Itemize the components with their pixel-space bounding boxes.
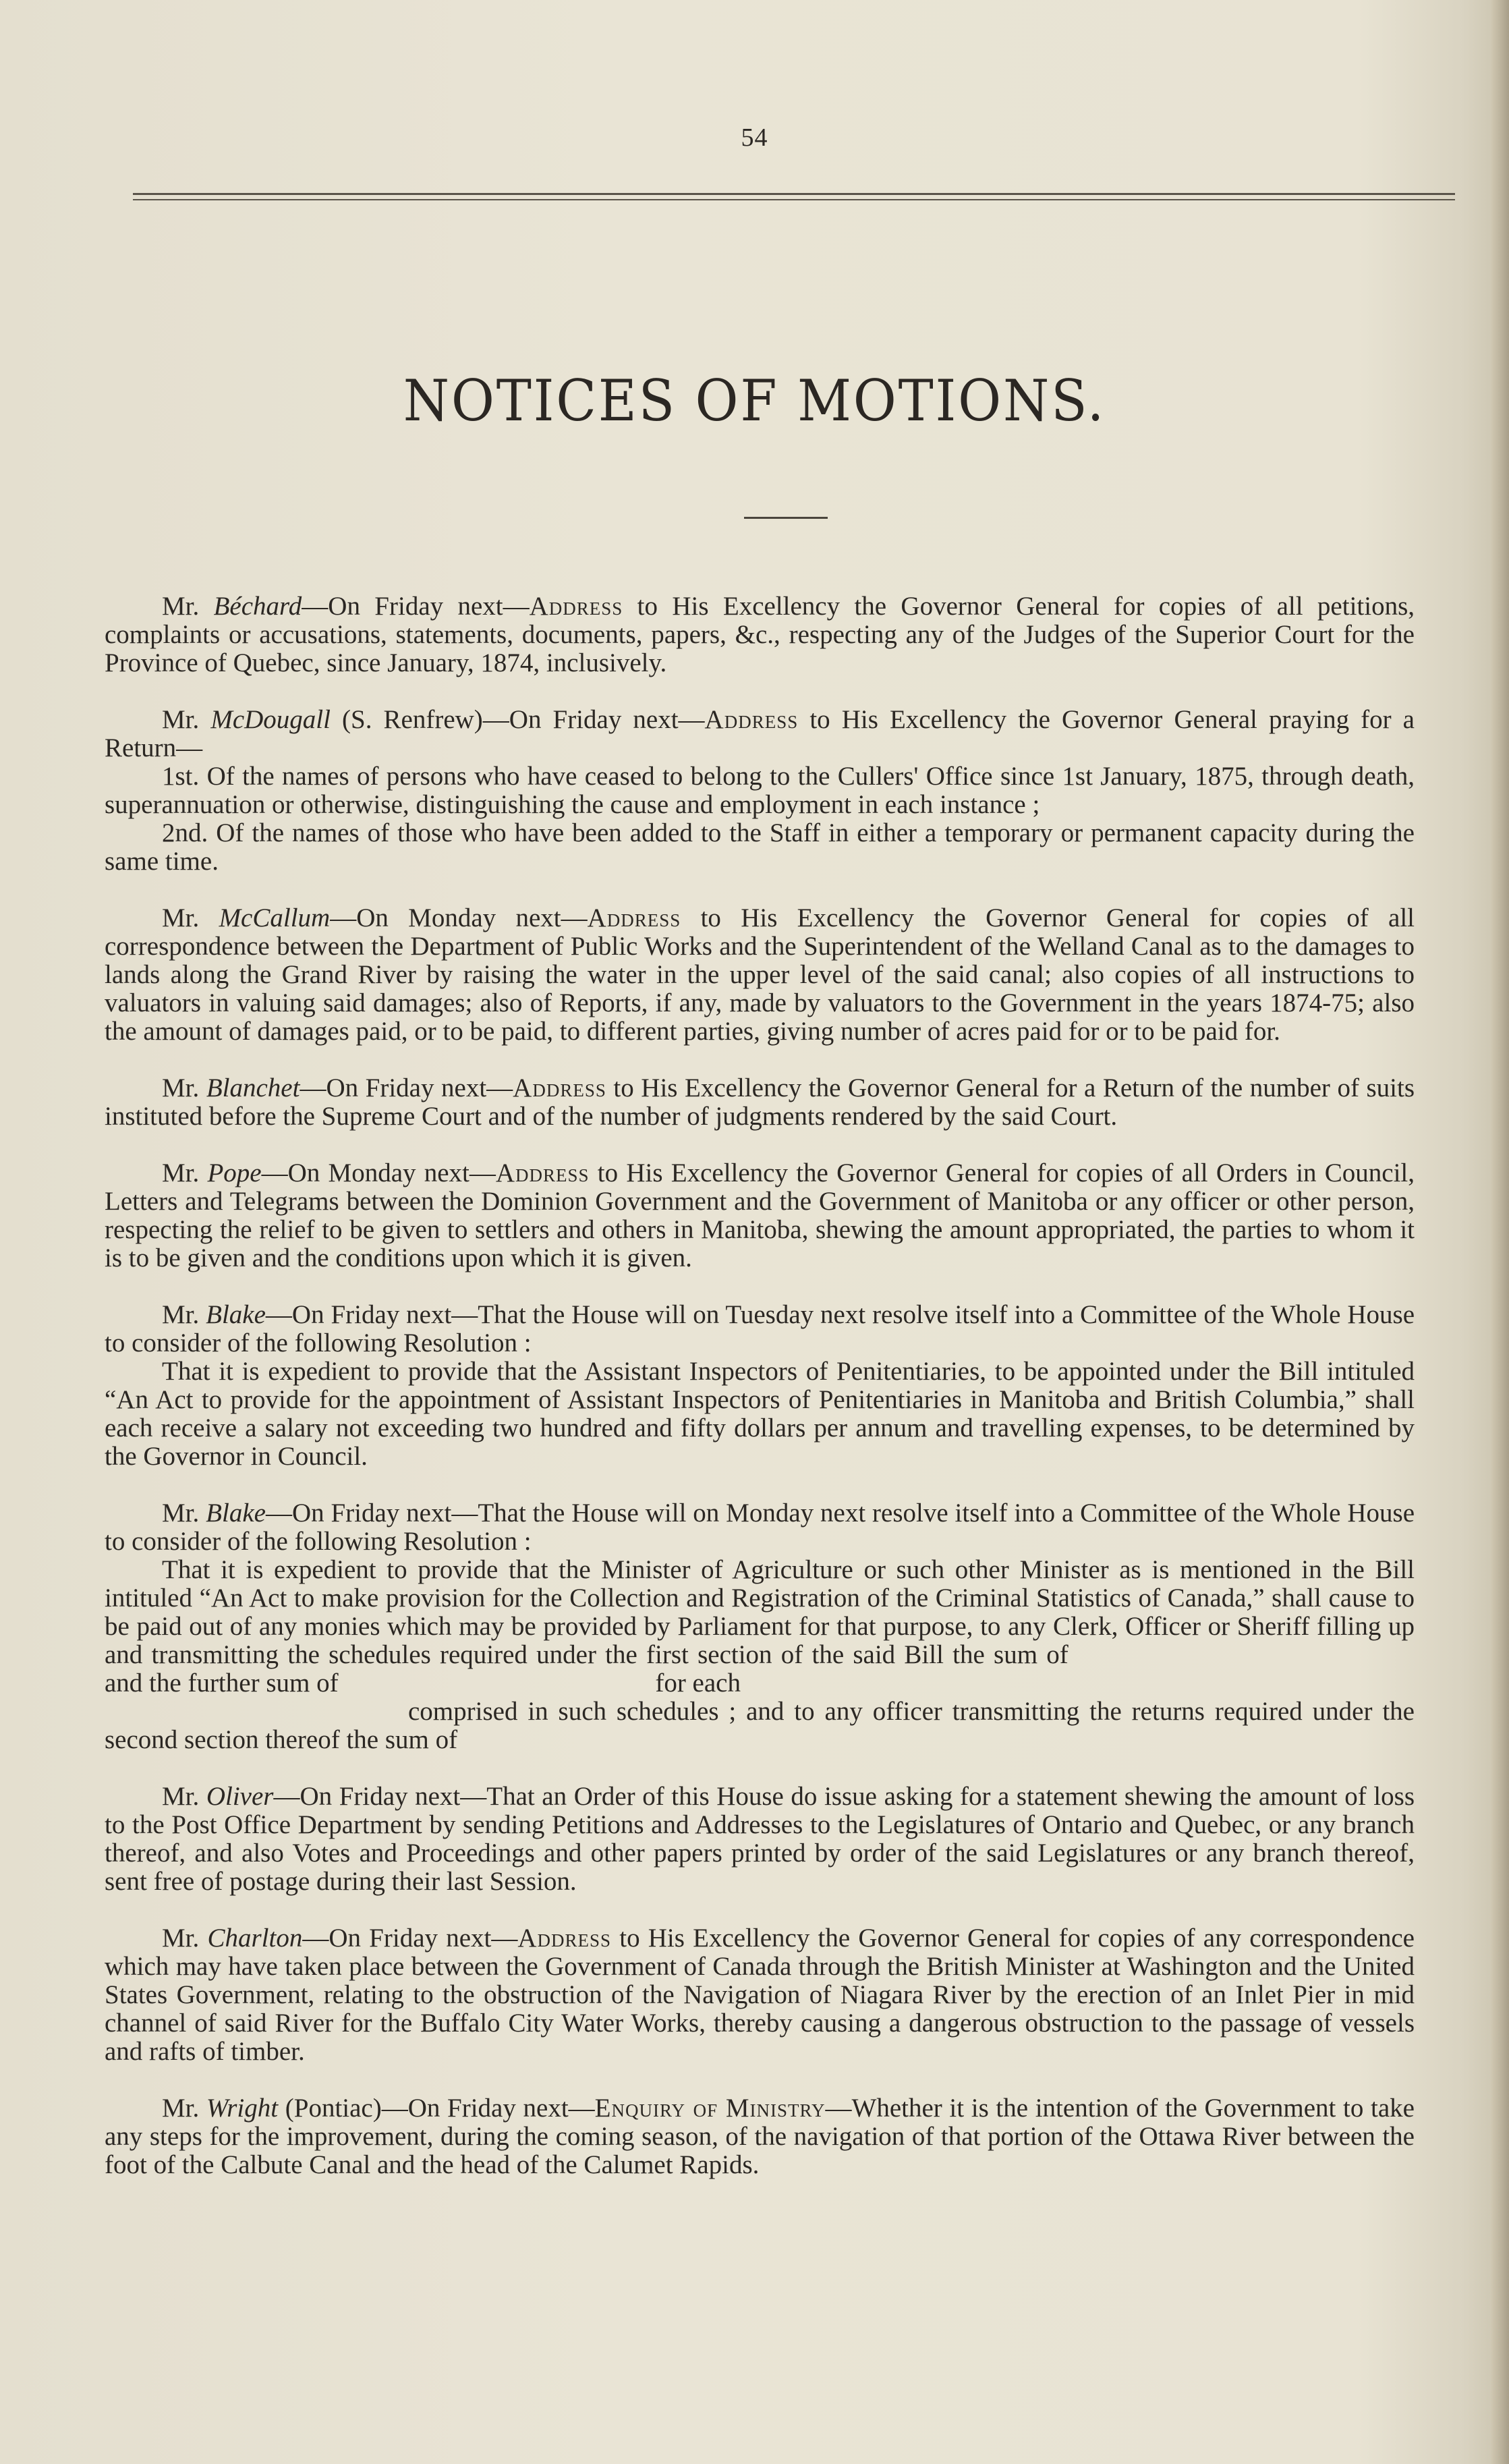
motion-type: Address xyxy=(529,592,623,621)
notice-blake-penitentiaries xyxy=(105,1301,1415,1471)
motion-type: Address xyxy=(587,903,681,932)
notice-oliver xyxy=(105,1783,1415,1896)
notice-paragraph: Mr. Blake—On Friday next—That the House will on Monday next resolve itself into a Committee of the Whole House to consider of the following Resolution : xyxy=(105,1499,1415,1556)
notice-pope xyxy=(105,1159,1415,1272)
member-name: Blake xyxy=(206,1300,266,1329)
member-name: Wright xyxy=(206,2094,279,2123)
page-edge xyxy=(1491,0,1509,2464)
notice-blake-statistics xyxy=(105,1499,1415,1754)
member-name: McDougall xyxy=(210,705,331,734)
page-title: NOTICES OF MOTIONS. xyxy=(403,368,1106,434)
resolution-text: That it is expedient to provide that the Assistant Inspectors of Penitentiaries, to be appointed under the Bill intituled “An Act to provide for the appointment of Assistant Inspectors of Penitentiaries in Manitoba and British Columbia,” shall each receive a salary not exceeding two hundred and fifty dollars per annum and travelling expenses, to be determined by the Governor in Council. xyxy=(105,1357,1415,1471)
member-name: Blanchet xyxy=(206,1073,300,1102)
motion-type: Address xyxy=(495,1158,590,1187)
resolution-text: That it is expedient to provide that the Minister of Agriculture or such other Minister as is mentioned in the Bill intituled “An Act to make provision for the Collection and Registration of the Criminal Statistics of Canada,” shall cause to be paid out of any monies which may be provided by Parliament for that purpose, to any Clerk, Officer or Sheriff filling up and transmitting the schedules required under the first section of the said Bill the sum of and the further sum of for each comprised in such schedules ; and to any officer transmitting the returns required under the second section thereof the sum of xyxy=(105,1555,1415,1754)
title-rule xyxy=(744,517,828,519)
member-name: McCallum xyxy=(219,903,331,932)
notice-paragraph: 2nd. Of the names of those who have been added to the Staff in either a temporary or permanent capacity during the same time. xyxy=(105,818,1415,876)
header-rule xyxy=(133,193,1455,195)
notice-mccallum xyxy=(105,904,1415,1046)
notice-paragraph: Mr. McCallum—On Monday next—Address to His Excellency the Governor General for copies of all correspondence between the Department of Public Works and the Superintendent of the Welland Canal as to the damages to lands along the Grand River by raising the water in the upper level of the said canal; also copies of all instructions to valuators in valuing said damages; also of Reports, if any, made by valuators to the Government in the years 1874-75; also the amount of damages paid, or to be paid, to different parties, giving number of acres paid for or to be paid for. xyxy=(105,903,1415,1046)
header-rule-thin xyxy=(133,199,1455,200)
notice-paragraph: Mr. Charlton—On Friday next—Address to His Excellency the Governor General for copies of any correspondence which may have taken place between the Government of Canada through the British Minister at Washington and the United States Government, relating to the obstruction of the Navigation of Niagara River by the erection of an Inlet Pier in mid channel of said River for the Buffalo City Water Works, thereby causing a dangerous obstruction to the passage of vessels and rafts of timber. xyxy=(105,1924,1415,2066)
notice-paragraph: Mr. Oliver—On Friday next—That an Order of this House do issue asking for a statement shewing the amount of loss to the Post Office Department by sending Petitions and Addresses to the Legislatures of Ontario and Quebec, or any branch thereof, and also Votes and Proceedings and other papers printed by order of the said Legislatures or any branch thereof, sent free of postage during their last Session. xyxy=(105,1782,1415,1896)
member-name: Pope xyxy=(207,1158,262,1187)
member-name: Blake xyxy=(206,1499,266,1528)
member-riding: (Pontiac) xyxy=(278,2094,382,2123)
notice-charlton xyxy=(105,1924,1415,2066)
motion-type: Address xyxy=(704,705,799,734)
notice-mcdougall xyxy=(105,706,1415,876)
member-name: Oliver xyxy=(206,1782,274,1811)
motion-type: Address xyxy=(513,1073,606,1102)
notice-blanchet xyxy=(105,1074,1415,1131)
notice-paragraph: Mr. Wright (Pontiac)—On Friday next—Enquiry of Ministry—Whether it is the intention of the Government to take any steps for the improvement, during the coming season, of the navigation of that portion of the Ottawa River between the foot of the Calbute Canal and the head of the Calumet Rapids. xyxy=(105,2094,1415,2179)
notice-paragraph: Mr. Blanchet—On Friday next—Address to His Excellency the Governor General for a Return of the number of suits instituted before the Supreme Court and of the number of judgments rendered by the said Court. xyxy=(105,1073,1415,1131)
page-number: 54 xyxy=(741,123,768,152)
notice-wright xyxy=(105,2094,1415,2179)
member-name: Charlton xyxy=(207,1924,303,1953)
notice-paragraph: Mr. Blake—On Friday next—That the House will on Tuesday next resolve itself into a Committee of the Whole House to consider of the following Resolution : xyxy=(105,1300,1415,1357)
notices-list xyxy=(105,592,1415,2208)
notice-paragraph: Mr. McDougall (S. Renfrew)—On Friday next—Address to His Excellency the Governor General praying for a Return— xyxy=(105,705,1415,762)
member-riding: (S. Renfrew) xyxy=(330,705,483,734)
member-name: Béchard xyxy=(213,592,302,621)
notice-bechard xyxy=(105,592,1415,677)
notice-paragraph: 1st. Of the names of persons who have ceased to belong to the Cullers' Office since 1st January, 1875, through death, superannuation or otherwise, distinguishing the cause and employment in each instance ; xyxy=(105,762,1415,819)
motion-type: Address xyxy=(517,1924,612,1953)
motion-type: Enquiry of Ministry xyxy=(594,2094,826,2123)
notice-paragraph: Mr. Béchard—On Friday next—Address to His Excellency the Governor General for copies of all petitions, complaints or accusations, statements, documents, papers, &c., respecting any of the Judges of the Superior Court for the Province of Quebec, since January, 1874, inclusively. xyxy=(105,592,1415,677)
notice-paragraph: Mr. Pope—On Monday next—Address to His Excellency the Governor General for copies of all Orders in Council, Letters and Telegrams between the Dominion Government and the Government of Manitoba or any officer or other person, respecting the relief to be given to settlers and others in Manitoba, shewing the amount appropriated, the parties to whom it is to be given and the conditions upon which it is given. xyxy=(105,1158,1415,1272)
